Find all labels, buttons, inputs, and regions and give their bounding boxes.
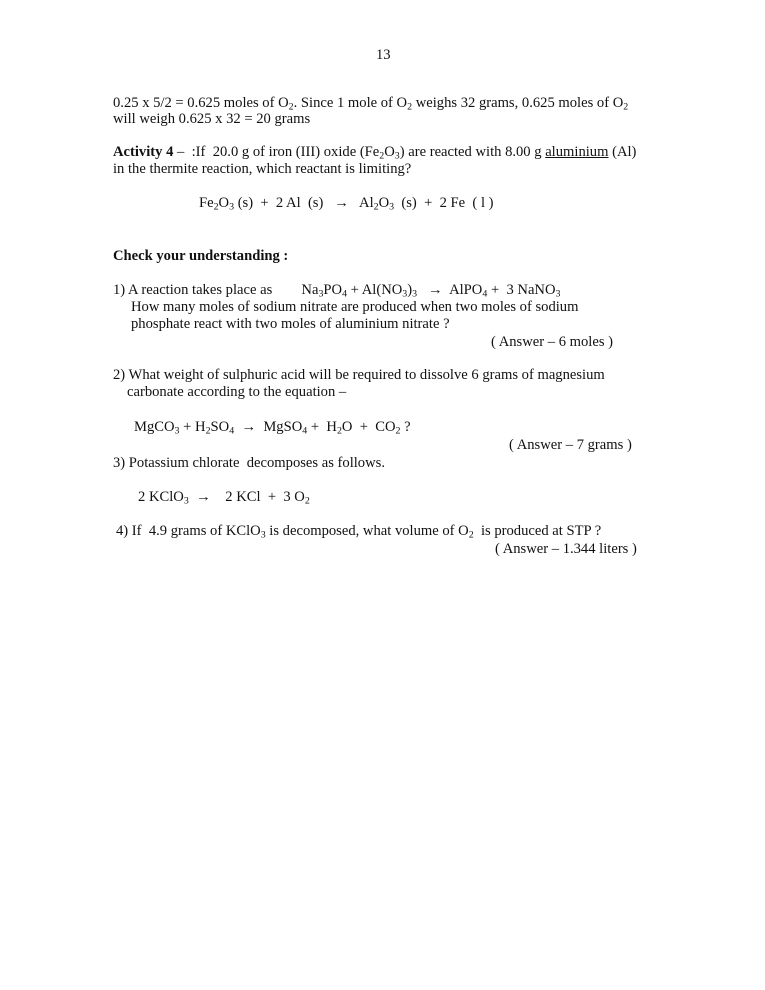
text-line-q2-1: 2) What weight of sulphuric acid will be required to dissolve 6 grams of magnesium bbox=[113, 367, 605, 383]
text-line-q2-ans: ( Answer – 7 grams ) bbox=[509, 437, 632, 453]
text-line-activity-2: in the thermite reaction, which reactant is limiting? bbox=[113, 161, 412, 177]
text-line-intro-2: will weigh 0.625 x 32 = 20 grams bbox=[113, 111, 311, 127]
page-number: 13 bbox=[376, 47, 391, 63]
text-line-q3-eq: 2 KClO$_3$ → 2 KCl + 3 $O_2$ bbox=[138, 489, 310, 507]
text-line-q2-2: carbonate according to the equation – bbox=[127, 384, 347, 400]
text-line-q1-ans: ( Answer – 6 moles ) bbox=[491, 334, 614, 350]
text-line-activity-eq: $Fe_2O_3$ (s) + 2 Al $(s) \to Al_2O_3$ (s) + 2 Fe ( l ) bbox=[199, 195, 494, 213]
text-line-q1-3: phosphate react with two moles of aluminium nitrate ? bbox=[131, 316, 450, 332]
text-line-intro-1: 0.25 x 5/2 = 0.625 moles of $O_2$. Since 1 mole of $O_2$ weighs 32 grams, 0.625 moles of $O_2$ bbox=[113, 95, 629, 113]
text-line-q4-1: 4) If 4.9 grams of KClO$_3$ is decomposed, what volume of $O_2$ is produced at STP ? bbox=[116, 523, 602, 541]
text-line-q4-ans: ( Answer – 1.344 liters ) bbox=[495, 541, 637, 557]
text-line-activity-1: Activity 4 – :If 20.0 g of iron (III) oxide $(Fe_2O_3)$ are reacted with 8.00 g aluminium (Al) bbox=[113, 144, 637, 162]
text-line-q1-2: How many moles of sodium nitrate are produced when two moles of sodium bbox=[131, 299, 579, 315]
text-line-check-heading: Check your understanding : bbox=[113, 248, 289, 264]
text-line-q1-1: 1) A reaction takes place as $Na_3PO_4 + Al(NO_3)_3$ → AlPO$_4$ + 3 NaNO$_3$ bbox=[113, 282, 561, 300]
text-line-q3-1: 3) Potassium chlorate decomposes as follows. bbox=[113, 455, 385, 471]
text-line-q2-eq: MgCO$_3$ + $H_2SO_4$ → MgSO$_4$ + $H_2O + CO_2$ ? bbox=[134, 419, 411, 437]
